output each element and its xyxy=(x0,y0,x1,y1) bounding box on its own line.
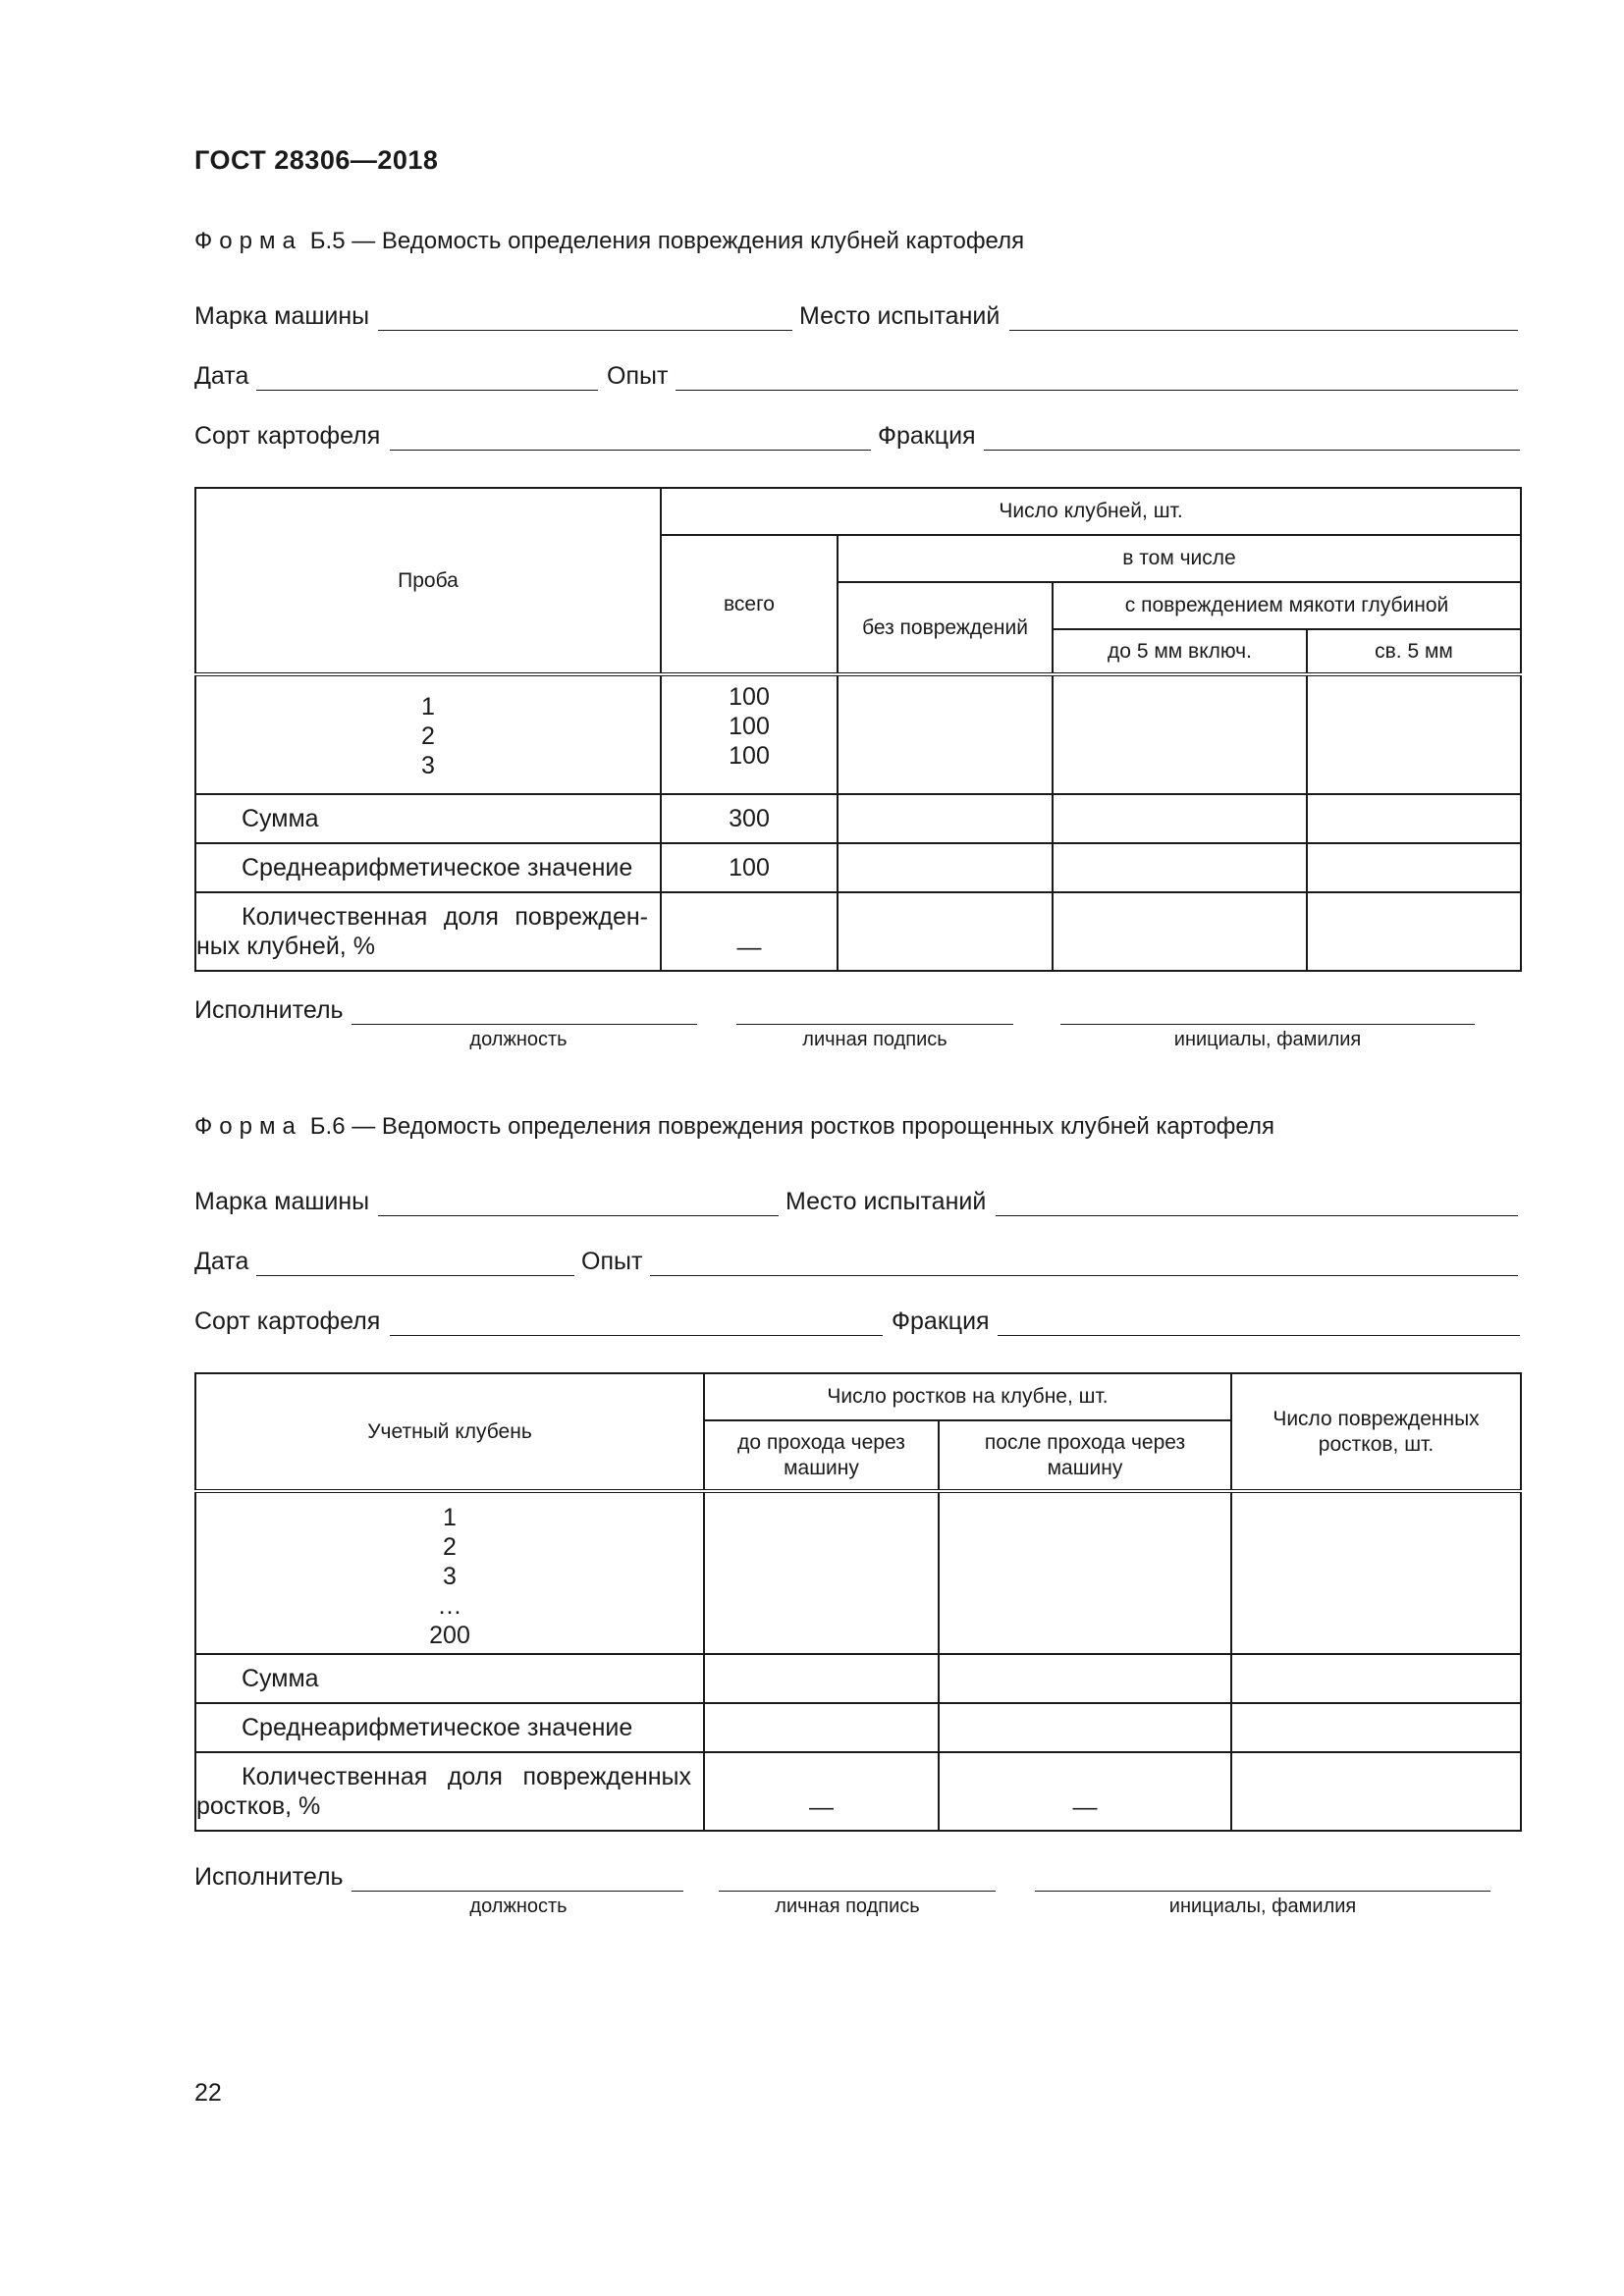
table-cell[interactable] xyxy=(704,1654,939,1703)
table-cell[interactable] xyxy=(1231,1491,1521,1654)
form-b6-fraction-line[interactable] xyxy=(998,1335,1520,1336)
form-b5-signature-caption: личная подпись xyxy=(802,1029,947,1050)
form-b6-name-line[interactable] xyxy=(1035,1891,1490,1892)
form-b5-sample-cell xyxy=(195,674,661,794)
table-cell[interactable] xyxy=(939,1491,1231,1654)
form-b6-machine-label: Марка машины xyxy=(194,1188,370,1215)
form-b5-row-share-cell xyxy=(195,892,661,971)
table-cell[interactable] xyxy=(1307,843,1521,892)
form-b5-name-line[interactable] xyxy=(1060,1024,1475,1025)
table-cell[interactable] xyxy=(1231,1752,1521,1831)
form-b5-performer-label: Исполнитель xyxy=(194,996,344,1024)
form-b5-variety-line[interactable] xyxy=(390,450,871,451)
tuber-number: … xyxy=(437,1592,462,1620)
form-b6-col-tuber: Учетный клубень xyxy=(195,1373,704,1491)
form-b5-experiment-label: Опыт xyxy=(607,362,669,390)
form-b6-col-after: после прохода через машину xyxy=(939,1420,1231,1491)
table-cell[interactable] xyxy=(1231,1703,1521,1752)
form-b5-row-mean-total: 100 xyxy=(661,843,838,892)
form-b6-name-caption: инициалы, фамилия xyxy=(1168,1896,1357,1917)
table-cell[interactable] xyxy=(939,1654,1231,1703)
form-b6-table xyxy=(194,1372,1522,1832)
form-b5-col-total: всего xyxy=(661,535,838,674)
sample-total: 100 xyxy=(729,683,770,711)
form-b5-variety-label: Сорт картофеля xyxy=(194,422,381,450)
tuber-number: 1 xyxy=(443,1504,457,1531)
form-b5-machine-label: Марка машины xyxy=(194,302,370,330)
table-cell[interactable] xyxy=(1231,1654,1521,1703)
document-header: ГОСТ 28306—2018 xyxy=(194,145,439,175)
form-b5-caption xyxy=(194,228,1024,255)
sample-number: 2 xyxy=(421,722,435,750)
sample-number: 3 xyxy=(421,752,435,779)
form-b6-date-line[interactable] xyxy=(256,1275,574,1276)
form-b5-col-no-damage: без повреждений xyxy=(838,582,1053,674)
form-b6-experiment-label: Опыт xyxy=(581,1248,643,1275)
form-b5-date-label: Дата xyxy=(194,362,249,390)
form-b5-col-sample: Проба xyxy=(195,488,661,674)
table-cell[interactable] xyxy=(838,843,1053,892)
tuber-number: 200 xyxy=(429,1622,470,1649)
form-b6-position-line[interactable] xyxy=(352,1891,683,1892)
table-cell[interactable] xyxy=(1053,794,1307,843)
table-cell[interactable] xyxy=(1053,674,1307,794)
form-b5-row-mean: Среднеарифметическое значение xyxy=(195,843,661,892)
form-b6-row-share: Количественная доля поврежденных ростков, % xyxy=(196,1763,691,1820)
table-cell[interactable] xyxy=(704,1491,939,1654)
form-b6-position-caption: должность xyxy=(469,1896,568,1917)
form-b5-position-caption: должность xyxy=(469,1029,568,1050)
form-b5-group-header: Число клубней, шт. xyxy=(661,488,1521,535)
table-cell[interactable] xyxy=(1053,892,1307,971)
table-cell[interactable] xyxy=(1307,674,1521,794)
form-b5-caption-word: Форма xyxy=(194,228,302,254)
form-b6-col-damaged: Число поврежденных ростков, шт. xyxy=(1231,1373,1521,1491)
form-b5-row-share-total: — xyxy=(661,892,838,971)
form-b6-performer-label: Исполнитель xyxy=(194,1863,344,1891)
form-b5-damage-group: с повреждением мякоти глубиной xyxy=(1053,582,1521,629)
form-b5-fraction-line[interactable] xyxy=(984,450,1520,451)
table-cell[interactable] xyxy=(838,892,1053,971)
table-cell[interactable] xyxy=(1053,843,1307,892)
tuber-number: 3 xyxy=(443,1563,457,1590)
form-b5-position-line[interactable] xyxy=(352,1024,697,1025)
form-b6-machine-line[interactable] xyxy=(378,1215,779,1216)
form-b5-subgroup-header: в том числе xyxy=(838,535,1521,582)
form-b5-experiment-line[interactable] xyxy=(676,390,1518,391)
form-b6-caption-word: Форма xyxy=(194,1113,302,1140)
table-cell[interactable] xyxy=(838,674,1053,794)
form-b6-experiment-line[interactable] xyxy=(650,1275,1518,1276)
form-b6-tuber-cell xyxy=(195,1491,704,1654)
form-b6-signature-caption: личная подпись xyxy=(775,1896,920,1917)
form-b6-row-sum: Сумма xyxy=(195,1654,704,1703)
form-b5-machine-line[interactable] xyxy=(378,330,792,331)
sample-number: 1 xyxy=(421,693,435,721)
page-number: 22 xyxy=(194,2079,222,2107)
form-b6-variety-label: Сорт картофеля xyxy=(194,1308,381,1335)
sample-total: 100 xyxy=(729,742,770,770)
form-b5-table xyxy=(194,487,1522,972)
form-b6-fraction-label: Фракция xyxy=(892,1308,990,1335)
table-cell[interactable] xyxy=(1307,794,1521,843)
form-b6-group-header: Число ростков на клубне, шт. xyxy=(704,1373,1231,1420)
form-b6-caption-text: Б.6 — Ведомость определения повреждения ростков пророщенных клубней картофеля xyxy=(309,1113,1274,1140)
form-b6-row-share-before: — xyxy=(704,1752,939,1831)
tuber-number: 2 xyxy=(443,1533,457,1561)
form-b5-row-sum-total: 300 xyxy=(661,794,838,843)
table-cell[interactable] xyxy=(704,1703,939,1752)
form-b5-place-label: Место испытаний xyxy=(799,302,1001,330)
form-b6-place-label: Место испытаний xyxy=(785,1188,987,1215)
form-b5-row-sum: Сумма xyxy=(195,794,661,843)
form-b5-date-line[interactable] xyxy=(256,390,598,391)
form-b6-place-line[interactable] xyxy=(996,1215,1518,1216)
form-b5-fraction-label: Фракция xyxy=(878,422,976,450)
form-b6-signature-line[interactable] xyxy=(719,1891,996,1892)
form-b5-total-cell xyxy=(661,674,838,794)
form-b6-variety-line[interactable] xyxy=(390,1335,883,1336)
table-cell[interactable] xyxy=(1307,892,1521,971)
form-b5-row-share: Количественная доля поврежден-ных клубней, % xyxy=(196,903,648,960)
form-b5-col-upto5: до 5 мм включ. xyxy=(1053,629,1307,674)
form-b6-col-before: до прохода через машину xyxy=(704,1420,939,1491)
form-b6-row-share-after: — xyxy=(939,1752,1231,1831)
form-b5-col-over5: св. 5 мм xyxy=(1307,629,1521,674)
form-b5-signature-line[interactable] xyxy=(736,1024,1013,1025)
form-b6-row-share-cell xyxy=(195,1752,704,1831)
form-b5-place-line[interactable] xyxy=(1009,330,1518,331)
sample-total: 100 xyxy=(729,713,770,740)
form-b5-caption-text: Б.5 — Ведомость определения повреждения клубней картофеля xyxy=(309,228,1025,254)
form-b6-row-mean: Среднеарифметическое значение xyxy=(195,1703,704,1752)
form-b6-date-label: Дата xyxy=(194,1248,249,1275)
form-b6-caption xyxy=(194,1113,1274,1141)
table-cell[interactable] xyxy=(838,794,1053,843)
form-b5-name-caption: инициалы, фамилия xyxy=(1173,1029,1362,1050)
table-cell[interactable] xyxy=(939,1703,1231,1752)
